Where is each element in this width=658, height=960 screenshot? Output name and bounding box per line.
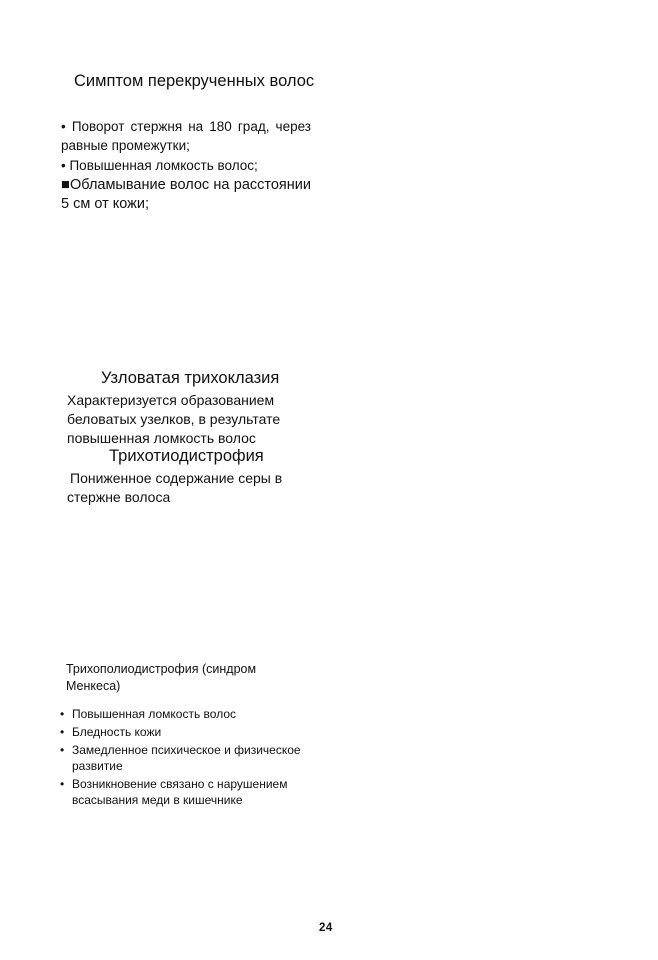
symptom-list [61,117,311,214]
section-trichoclasia [67,367,297,448]
list-item [58,742,308,774]
section-title: Симптом перекрученных волос [74,72,315,90]
symptom-list [58,706,308,808]
list-item [58,724,308,740]
section-text: Характеризуется образованием беловатых узелков, в результате повышенная ломкость волос [67,392,281,446]
section-title: Трихотиодистрофия [109,447,264,465]
list-item-text: Возникновение связано с нарушением всасывания меди в кишечнике [72,777,288,807]
list-item: ■Обламывание волос на расстоянии 5 см от кожи; [61,177,311,212]
list-item [58,706,308,722]
section-text: Пониженное содержание серы в стержне волоса [67,470,283,505]
bullet-icon: • [60,707,65,721]
list-item: • Повышенная ломкость волос; [61,158,258,173]
list-item-text: Замедленное психическое и физическое развитие [72,743,301,773]
section-twisted-hair [61,70,315,215]
section-menkes [58,661,308,810]
list-item [58,776,308,808]
page-number: 24 [319,922,333,934]
section-trichothiodystrophy [67,445,297,507]
section-title: Узловатая трихоклазия [101,369,280,387]
bullet-icon: • [60,725,65,739]
list-item: • Поворот стержня на 180 град, через равные промежутки; [61,119,311,153]
section-title: Трихополиодистрофия (синдром Менкеса) [66,662,257,693]
bullet-icon: • [60,743,65,757]
list-item-text: Бледность кожи [72,725,162,739]
list-item-text: Повышенная ломкость волос [72,707,237,721]
bullet-icon: • [60,777,65,791]
